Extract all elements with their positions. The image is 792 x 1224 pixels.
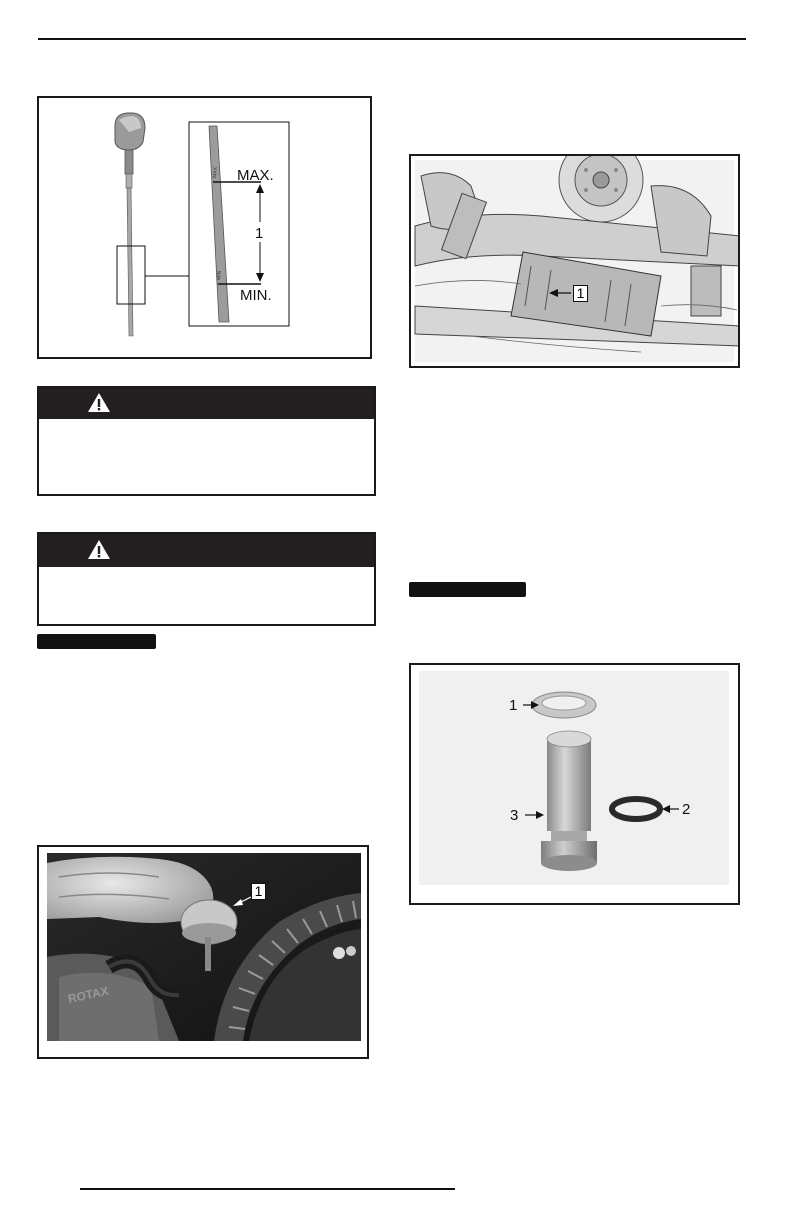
dipstick-figure <box>37 96 372 359</box>
min-tick-text: MIN <box>216 270 223 281</box>
notice-heading-bar <box>409 582 526 597</box>
warning-triangle-icon <box>87 538 111 562</box>
max-tick-text: MAX <box>212 166 219 179</box>
min-label: MIN. <box>240 287 272 304</box>
callout-1: 1 <box>509 697 518 714</box>
engine-photo-figure <box>37 845 369 1059</box>
callout-2: 2 <box>682 801 691 818</box>
max-label: MAX. <box>237 167 274 184</box>
warning-box-2 <box>37 532 376 626</box>
cylinder-part <box>547 739 591 831</box>
warning-header <box>39 534 374 567</box>
callout-3: 3 <box>510 807 519 824</box>
valve-cover-lettering: ROTAX <box>66 983 110 1006</box>
detail-frame <box>189 122 289 326</box>
warning-header <box>39 388 374 419</box>
notice-heading-bar <box>37 634 156 649</box>
underbody-callout-1: 1 <box>573 285 588 302</box>
engine-photo <box>39 847 367 1057</box>
header-rule <box>38 38 746 40</box>
footer-rule <box>80 1188 455 1190</box>
underbody-figure <box>409 154 740 368</box>
parts-figure <box>409 663 740 905</box>
warning-triangle-icon <box>87 391 111 415</box>
warning-box-1 <box>37 386 376 496</box>
dipstick-shaft <box>125 150 133 174</box>
range-callout: 1 <box>255 225 264 242</box>
dipstick-illustration <box>39 98 370 357</box>
parts-illustration <box>411 665 738 903</box>
underbody-illustration <box>411 156 738 366</box>
engine-callout-1: 1 <box>251 883 266 900</box>
